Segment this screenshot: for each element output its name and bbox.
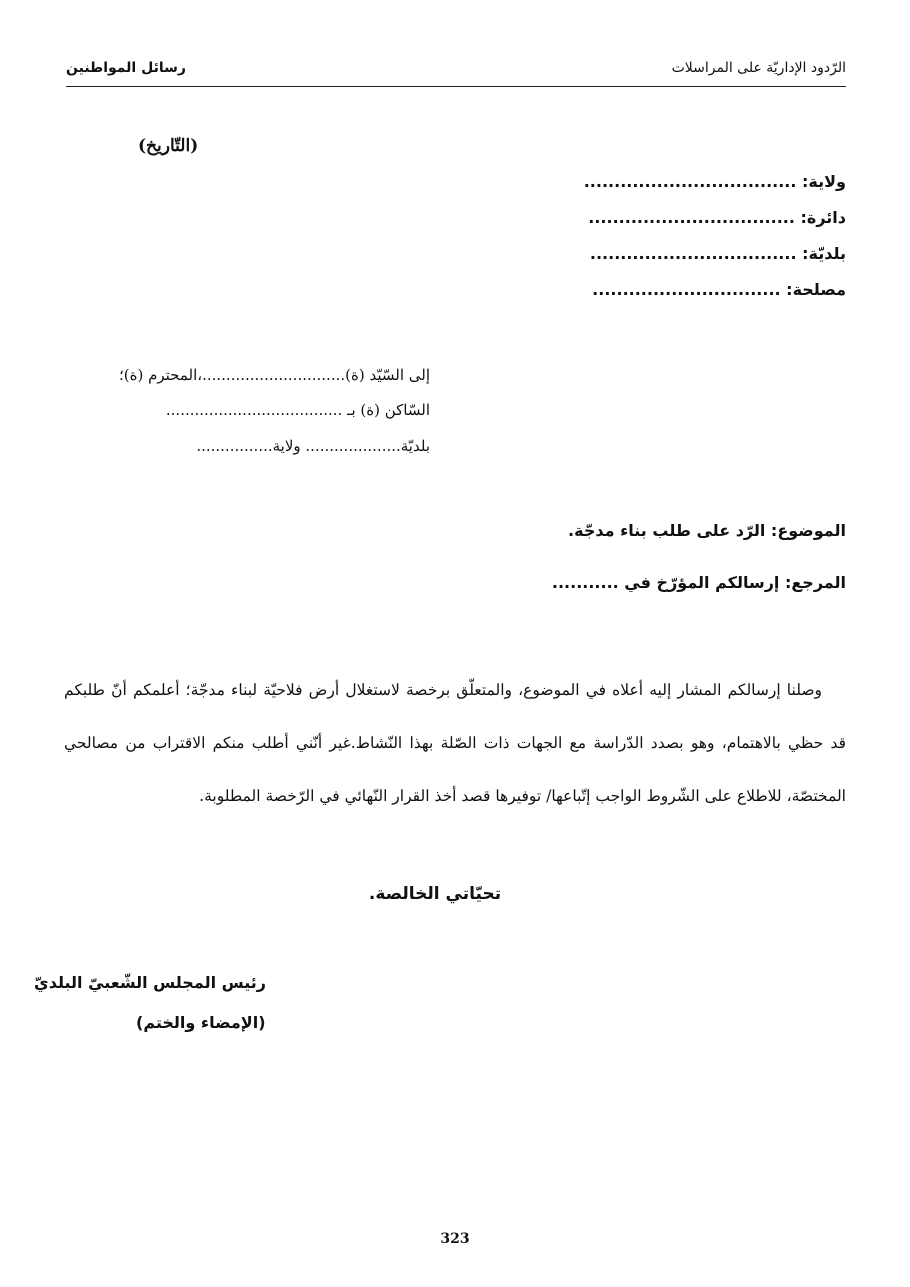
running-header-section: رسائل المواطنين	[66, 60, 186, 76]
daira-field: دائرة: ..................................	[588, 208, 846, 227]
running-header-title: الرّدود الإداريّة على المراسلات	[671, 60, 846, 76]
page-number: 323	[440, 1231, 470, 1247]
maslaha-field: مصلحة: ...............................	[592, 280, 846, 299]
closing-salutation: تحيّاتي الخالصة.	[368, 884, 502, 904]
recipient-municipality-line: بلديّة.................... ولاية................	[196, 437, 430, 455]
subject-line: الموضوع: الرّد على طلب بناء مدجّة.	[568, 521, 846, 540]
signature-stamp-note: (الإمضاء والختم)	[136, 1013, 266, 1032]
reference-line: المرجع: إرسالكم المؤرّخ في ...........	[551, 573, 846, 592]
recipient-address-line: السّاكن (ة) بـ .....................................	[165, 401, 430, 419]
baladia-field: بلديّة: ..................................	[589, 244, 846, 263]
recipient-name-line: إلى السّيّد (ة)..............................،المحترم (ة)؛	[118, 366, 430, 384]
wilaya-field: ولاية: ...................................	[583, 172, 846, 191]
date-placeholder: (التّاريخ)	[138, 136, 199, 156]
letter-body-paragraph: وصلنا إرسالكم المشار إليه أعلاه في الموضوع، والمتعلّق برخصة لاستغلال أرض فلاحيّة لبناء مدجّة؛ أعلمكم أنّ طلبكم قد حظي بالاهتمام، وهو بصدد الدّراسة مع الجهات ذات الصّلة بهذا النّشاط.غير أنّني أطلب منكم الاقتراب من مصالحي المختصّة، للاطلاع على الشّروط الواجب إتّباعها/ توفيرها قصد أخذ القرار النّهائي في الرّخصة المطلوبة.	[64, 681, 846, 805]
header-divider	[66, 86, 846, 87]
signatory-title: رئيس المجلس الشّعبيّ البلديّ	[34, 973, 266, 992]
